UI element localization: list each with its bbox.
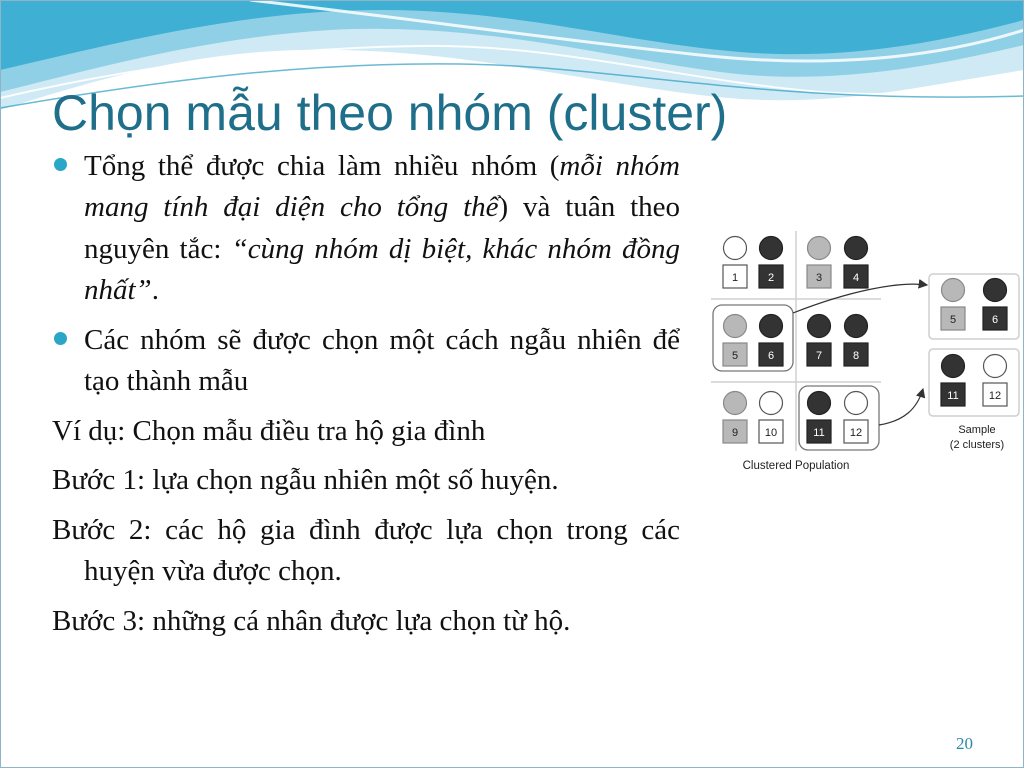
sample-unit-label: 12 <box>988 390 1002 402</box>
population-unit-circle <box>845 315 868 338</box>
bullet-item <box>52 146 680 312</box>
step-3-paragraph: Bước 3: những cá nhân được lựa chọn từ hộ. <box>52 604 571 637</box>
sample-unit-circle <box>984 279 1007 302</box>
sample-unit-circle <box>984 355 1007 378</box>
example-paragraph: Ví dụ: Chọn mẫu điều tra hộ gia đình <box>52 414 486 447</box>
slide-body <box>52 146 680 650</box>
population-unit-label: 4 <box>852 272 860 284</box>
population-unit-label: 12 <box>849 427 863 439</box>
population-unit-circle <box>845 237 868 260</box>
population-unit-circle <box>724 237 747 260</box>
population-unit-circle <box>760 392 783 415</box>
bullet-text: . <box>151 274 159 307</box>
population-unit-label: 9 <box>731 427 739 439</box>
sample-unit-label: 11 <box>947 390 959 402</box>
population-unit-circle <box>724 392 747 415</box>
bullet-italic-text: mỗi nhóm mang tính đại diện cho tổng thể <box>84 150 680 224</box>
bullet-text: Tổng thể được chia làm nhiều nhóm ( <box>84 150 560 182</box>
population-unit-label: 7 <box>815 350 823 362</box>
bullet-dot-icon <box>54 158 67 171</box>
population-unit-circle <box>808 315 831 338</box>
sample-unit-circle <box>942 279 965 302</box>
population-unit-label: 11 <box>813 427 825 439</box>
population-unit-circle <box>808 237 831 260</box>
step-1-paragraph: Bước 1: lựa chọn ngẫu nhiên một số huyện. <box>52 464 559 497</box>
bullet-text: Các nhóm sẽ được chọn một cách ngẫu nhiên để tạo thành mẫu <box>84 323 680 398</box>
page-number: 20 <box>956 734 973 753</box>
population-unit-label: 6 <box>767 350 775 362</box>
sample-unit-label: 5 <box>949 314 957 326</box>
population-unit-label: 5 <box>731 350 739 362</box>
population-unit-circle <box>724 315 747 338</box>
population-unit-label: 2 <box>767 272 775 284</box>
sample-caption-line2: (2 clusters) <box>949 439 1005 451</box>
population-unit-circle <box>760 315 783 338</box>
slide-title: Chọn mẫu theo nhóm (cluster) <box>52 85 728 141</box>
bullet-text: ) và tuân theo nguyên tắc: <box>84 191 681 265</box>
population-unit-label: 8 <box>852 350 860 362</box>
population-unit-circle <box>808 392 831 415</box>
bullet-item <box>52 320 680 403</box>
sample-unit-circle <box>942 355 965 378</box>
step-2-paragraph: Bước 2: các hộ gia đình được lựa chọn trong các huyện vừa được chọn. <box>52 513 680 588</box>
population-caption: Clustered Population <box>742 460 850 472</box>
population-unit-circle <box>845 392 868 415</box>
population-unit-circle <box>760 237 783 260</box>
population-unit-label: 1 <box>731 272 739 284</box>
cluster-sampling-diagram <box>709 229 1024 474</box>
bullet-dot-icon <box>54 332 67 345</box>
population-unit-label: 10 <box>764 427 778 439</box>
sample-unit-label: 6 <box>991 314 999 326</box>
sample-caption-line1: Sample <box>958 424 996 436</box>
population-unit-label: 3 <box>815 272 823 284</box>
bullet-italic-text: “cùng nhóm dị biệt, khác nhóm đồng nhất” <box>84 232 681 307</box>
